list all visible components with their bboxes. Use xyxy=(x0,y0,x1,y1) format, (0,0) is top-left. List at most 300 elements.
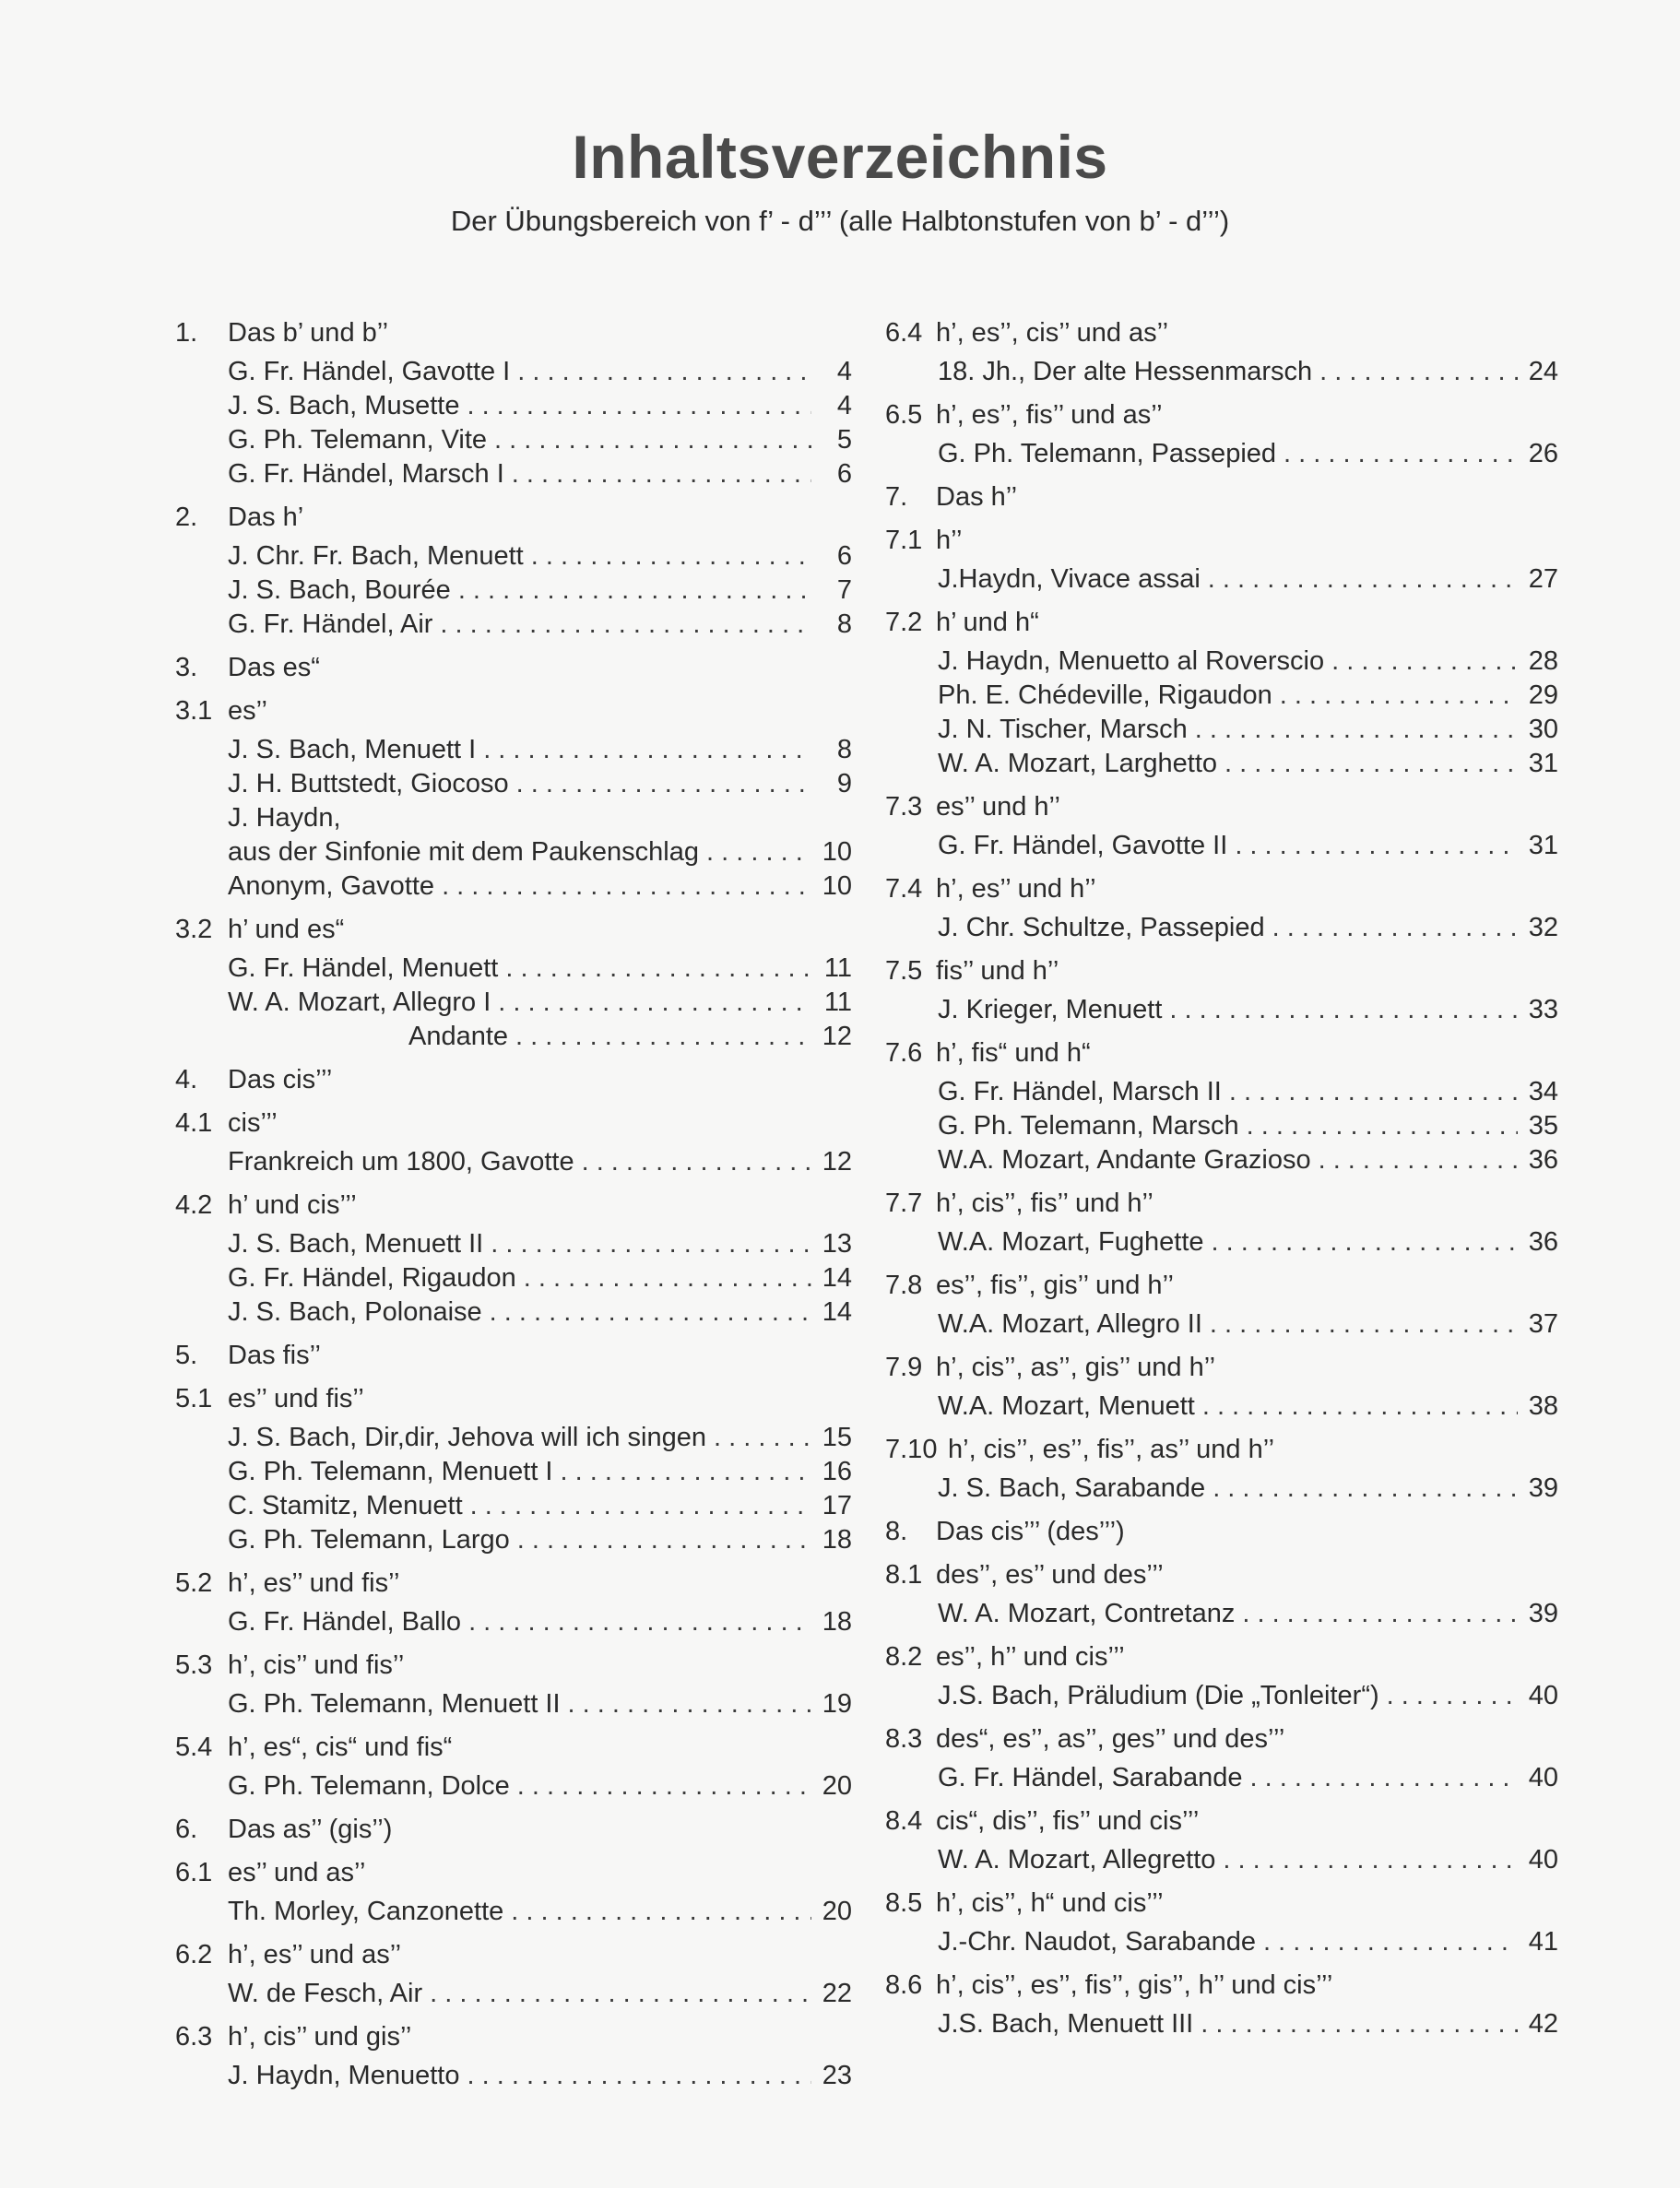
toc-heading xyxy=(175,1730,852,1765)
dot-leader xyxy=(1229,1074,1518,1109)
dot-leader xyxy=(1331,644,1518,679)
toc-heading xyxy=(175,1812,852,1847)
toc-entry-page: 30 xyxy=(1528,715,1558,744)
dot-leader xyxy=(1208,562,1518,597)
dot-leader xyxy=(1263,1924,1518,1959)
toc-entry-title: Andante xyxy=(408,1022,509,1051)
toc-entry-page: 16 xyxy=(822,1457,852,1486)
toc-entry-page: 8 xyxy=(836,609,852,639)
toc-entry-title: 18. Jh., Der alte Hessenmarsch xyxy=(938,357,1313,386)
toc-heading-text: es’’ xyxy=(228,696,267,726)
dot-leader xyxy=(1195,712,1518,747)
toc-entry-title: W. A. Mozart, Contretanz xyxy=(938,1599,1236,1628)
toc-heading-number: 6.3 xyxy=(175,2022,213,2052)
toc-heading xyxy=(175,912,852,947)
toc-heading xyxy=(885,1804,1558,1839)
toc-entry xyxy=(175,1686,852,1721)
toc-heading-number: 8.4 xyxy=(885,1806,923,1836)
dot-leader xyxy=(1210,1307,1518,1342)
toc-entry xyxy=(175,1604,852,1639)
toc-entry-page: 32 xyxy=(1528,913,1558,942)
dot-leader xyxy=(1223,1842,1518,1877)
toc-entry-title: J.S. Bach, Präludium (Die „Tonleiter“) xyxy=(938,1681,1379,1710)
toc-entry-title: J. Haydn, Menuetto xyxy=(228,2061,460,2090)
toc-heading xyxy=(175,315,852,350)
toc-heading-text: Das fis’’ xyxy=(228,1341,321,1370)
toc-entry-title: C. Stamitz, Menuett xyxy=(228,1491,463,1520)
toc-heading-number: 2. xyxy=(175,503,198,532)
toc-entry xyxy=(175,1260,852,1295)
toc-heading-text: h’, es’’, cis’’ und as’’ xyxy=(936,318,1169,348)
toc-heading xyxy=(885,1886,1558,1921)
toc-heading-text: h’, es’’ und as’’ xyxy=(228,1940,402,1969)
toc-entry-title: J. S. Bach, Menuett II xyxy=(228,1229,484,1259)
toc-entry xyxy=(885,910,1558,945)
toc-heading xyxy=(885,1350,1558,1385)
dot-leader xyxy=(498,985,811,1020)
toc-heading-text: es’’, fis’’, gis’’ und h’’ xyxy=(936,1271,1174,1300)
toc-heading-text: Das cis’’’ xyxy=(228,1065,333,1094)
toc-heading xyxy=(885,315,1558,350)
toc-heading-number: 7.10 xyxy=(885,1435,938,1464)
toc-entry xyxy=(885,1924,1558,1959)
dot-leader xyxy=(714,1420,811,1455)
toc-entry-page: 11 xyxy=(823,953,852,983)
toc-heading-number: 8. xyxy=(885,1517,908,1546)
toc-heading-number: 7.9 xyxy=(885,1353,923,1382)
toc-entry-title: Frankreich um 1800, Gavotte xyxy=(228,1147,574,1177)
toc-heading-number: 8.6 xyxy=(885,1970,923,2000)
toc-heading xyxy=(885,479,1558,514)
toc-heading-text: h’, cis’’, h“ und cis’’’ xyxy=(936,1888,1164,1918)
toc-entry-page: 42 xyxy=(1528,2009,1558,2039)
toc-entry-title: J. S. Bach, Sarabande xyxy=(938,1473,1206,1503)
dot-leader xyxy=(568,1686,811,1721)
toc-entry xyxy=(885,678,1558,713)
toc-entry-page: 27 xyxy=(1528,564,1558,594)
toc-heading xyxy=(885,1268,1558,1303)
toc-entry-page: 11 xyxy=(823,988,852,1017)
toc-heading-number: 7.4 xyxy=(885,874,923,904)
toc-heading-number: 8.3 xyxy=(885,1724,923,1754)
toc-entry-page: 20 xyxy=(822,1771,852,1801)
toc-heading-text: Das cis’’’ (des’’’) xyxy=(936,1517,1125,1546)
dot-leader xyxy=(430,1976,811,2011)
toc-heading xyxy=(885,397,1558,432)
toc-heading-text: Das h’ xyxy=(228,503,304,532)
toc-entry xyxy=(885,436,1558,471)
toc-heading-text: cis’’’ xyxy=(228,1108,278,1138)
toc-entry-title: G. Ph. Telemann, Vite xyxy=(228,425,488,455)
toc-entry-page: 24 xyxy=(1528,357,1558,386)
toc-entry xyxy=(175,985,852,1020)
toc-heading xyxy=(885,871,1558,906)
toc-entry-page: 4 xyxy=(836,357,852,386)
toc-entry xyxy=(885,1678,1558,1713)
toc-entry-title: W.A. Mozart, Andante Grazioso xyxy=(938,1145,1311,1175)
toc-entry-page: 10 xyxy=(822,871,852,901)
toc-entry xyxy=(885,1389,1558,1424)
toc-heading-text: h’, cis’’, es’’, fis’’, gis’’, h’’ und cis’’’ xyxy=(936,1970,1333,2000)
toc-heading-text: Das as’’ (gis’’) xyxy=(228,1815,393,1844)
toc-entry-title: G. Fr. Händel, Marsch I xyxy=(228,459,504,489)
toc-heading-number: 6.1 xyxy=(175,1858,213,1887)
toc-entry-title: W.A. Mozart, Allegro II xyxy=(938,1309,1202,1339)
dot-leader xyxy=(1319,1142,1518,1177)
toc-entry xyxy=(175,869,852,904)
toc-entry-page: 33 xyxy=(1528,995,1558,1024)
toc-entry xyxy=(175,834,852,869)
dot-leader xyxy=(1387,1678,1518,1713)
toc-heading-number: 6.5 xyxy=(885,400,923,430)
dot-leader xyxy=(706,834,811,869)
toc-entry-title: J. Chr. Schultze, Passepied xyxy=(938,913,1265,942)
toc-entry xyxy=(885,644,1558,679)
dot-leader xyxy=(467,388,811,423)
toc-entry-page: 4 xyxy=(836,391,852,420)
dot-leader xyxy=(517,354,811,389)
toc-entry-title: W. A. Mozart, Allegretto xyxy=(938,1845,1216,1875)
toc-heading-text: h’, cis’’, as’’, gis’’ und h’’ xyxy=(936,1353,1216,1382)
toc-heading xyxy=(175,2019,852,2054)
toc-heading-text: h’, fis“ und h“ xyxy=(936,1038,1091,1068)
toc-heading-number: 3.2 xyxy=(175,915,213,944)
dot-leader xyxy=(1272,910,1518,945)
toc-entry-title: G. Fr. Händel, Ballo xyxy=(228,1607,462,1637)
toc-heading-number: 7.2 xyxy=(885,608,923,637)
toc-entry-title: Anonym, Gavotte xyxy=(228,871,435,901)
toc-heading-number: 7. xyxy=(885,482,908,512)
toc-heading-text: h’, cis’’, fis’’ und h’’ xyxy=(936,1189,1154,1218)
toc-entry-title: J.-Chr. Naudot, Sarabande xyxy=(938,1927,1256,1957)
dot-leader xyxy=(517,1768,811,1804)
toc-entry-page: 28 xyxy=(1528,646,1558,676)
toc-heading xyxy=(175,1937,852,1972)
toc-entry xyxy=(885,828,1558,863)
toc-entry xyxy=(175,1522,852,1557)
dot-leader xyxy=(582,1144,811,1179)
toc-entry xyxy=(885,1224,1558,1260)
toc-entry-title: J. S. Bach, Menuett I xyxy=(228,735,477,764)
toc-entry-title: G. Fr. Händel, Gavotte II xyxy=(938,831,1228,860)
toc-entry xyxy=(885,1842,1558,1877)
toc-heading xyxy=(885,605,1558,640)
toc-entry-title: G. Ph. Telemann, Marsch xyxy=(938,1111,1239,1141)
toc-entry-title: G. Ph. Telemann, Menuett I xyxy=(228,1457,553,1486)
toc-heading-number: 8.5 xyxy=(885,1888,923,1918)
toc-entry-page: 41 xyxy=(1528,1927,1558,1957)
toc-heading xyxy=(175,650,852,685)
toc-heading-number: 5.1 xyxy=(175,1384,213,1413)
dot-leader xyxy=(1212,1224,1519,1260)
toc-entry xyxy=(175,422,852,457)
toc-entry xyxy=(885,712,1558,747)
toc-entry xyxy=(885,1760,1558,1795)
dot-leader xyxy=(442,869,811,904)
toc-entry xyxy=(175,388,852,423)
dot-leader xyxy=(1284,436,1518,471)
toc-entry-page: 13 xyxy=(822,1229,852,1259)
toc-entry-page: 40 xyxy=(1528,1681,1558,1710)
toc-heading-text: es’’, h’’ und cis’’’ xyxy=(936,1642,1125,1672)
toc-entry xyxy=(175,1226,852,1261)
toc-heading xyxy=(175,1381,852,1416)
toc-entry xyxy=(175,607,852,642)
toc-entry xyxy=(175,2058,852,2093)
toc-entry xyxy=(175,1894,852,1929)
toc-entry-page: 7 xyxy=(836,575,852,605)
toc-entry-page: 39 xyxy=(1528,1599,1558,1628)
toc-heading-number: 3.1 xyxy=(175,696,213,726)
toc-heading-text: cis“, dis’’, fis’’ und cis’’’ xyxy=(936,1806,1200,1836)
toc-entry xyxy=(175,1768,852,1804)
toc-entry-page: 8 xyxy=(836,735,852,764)
toc-heading xyxy=(175,1106,852,1141)
toc-heading-text: h’, es’’ und h’’ xyxy=(936,874,1096,904)
toc-heading-text: fis’’ und h’’ xyxy=(936,956,1059,986)
toc-entry-title: J. S. Bach, Bourée xyxy=(228,575,451,605)
toc-heading-text: h’ und cis’’’ xyxy=(228,1190,357,1220)
toc-entry xyxy=(175,732,852,767)
toc-entry-title: J. S. Bach, Polonaise xyxy=(228,1297,482,1327)
toc-entry xyxy=(175,573,852,608)
page-title: Inhaltsverzeichnis xyxy=(572,123,1108,191)
toc-entry xyxy=(885,1108,1558,1143)
dot-leader xyxy=(1201,2006,1518,2041)
toc-entry-title: G. Fr. Händel, Rigaudon xyxy=(228,1263,516,1293)
dot-leader xyxy=(490,1295,811,1330)
toc-entry xyxy=(175,1019,852,1054)
toc-heading-number: 4.1 xyxy=(175,1108,213,1138)
toc-entry-title: G. Fr. Händel, Sarabande xyxy=(938,1763,1243,1792)
dot-leader xyxy=(1247,1108,1518,1143)
dot-leader xyxy=(1213,1471,1518,1506)
toc-entry xyxy=(175,1295,852,1330)
toc-entry-page: 40 xyxy=(1528,1845,1558,1875)
toc-entry-title: J. S. Bach, Dir,dir, Jehova will ich singen xyxy=(228,1423,707,1452)
toc-entry-title: G. Ph. Telemann, Dolce xyxy=(228,1771,510,1801)
toc-heading xyxy=(175,1648,852,1683)
toc-entry xyxy=(175,1144,852,1179)
toc-entry-page: 35 xyxy=(1528,1111,1558,1141)
toc-entry xyxy=(175,766,852,801)
dot-leader xyxy=(1169,992,1518,1027)
toc-entry-title: G. Fr. Händel, Air xyxy=(228,609,433,639)
toc-entry-page: 31 xyxy=(1528,831,1558,860)
toc-heading-number: 3. xyxy=(175,653,198,682)
dot-leader xyxy=(470,1488,811,1523)
toc-entry-page: 36 xyxy=(1528,1227,1558,1257)
dot-leader xyxy=(505,951,811,986)
toc-entry-title: W. de Fesch, Air xyxy=(228,1979,423,2008)
toc-heading xyxy=(885,953,1558,988)
toc-heading xyxy=(175,500,852,535)
dot-leader xyxy=(440,607,811,642)
toc-entry xyxy=(175,456,852,491)
toc-entry-title: W.A. Mozart, Fughette xyxy=(938,1227,1204,1257)
toc-entry-title: G. Ph. Telemann, Largo xyxy=(228,1525,510,1555)
toc-entry xyxy=(885,992,1558,1027)
toc-entry xyxy=(175,951,852,986)
toc-entry xyxy=(885,746,1558,781)
toc-entry-page: 5 xyxy=(836,425,852,455)
toc-heading-number: 7.7 xyxy=(885,1189,923,1218)
dot-leader xyxy=(512,456,811,491)
toc-heading-number: 6.2 xyxy=(175,1940,213,1969)
toc-heading-text: h’ und h“ xyxy=(936,608,1039,637)
dot-leader xyxy=(1202,1389,1518,1424)
toc-entry-page: 31 xyxy=(1528,749,1558,778)
toc-entry-page: 36 xyxy=(1528,1145,1558,1175)
toc-entry-page: 39 xyxy=(1528,1473,1558,1503)
toc-entry-title: J.Haydn, Vivace assai xyxy=(938,564,1201,594)
toc-heading xyxy=(175,1338,852,1373)
toc-heading-text: h’’ xyxy=(936,526,963,555)
toc-entry-title: J. H. Buttstedt, Giocoso xyxy=(228,769,509,798)
toc-entry xyxy=(175,354,852,389)
toc-entry xyxy=(885,354,1558,389)
toc-heading xyxy=(885,1432,1558,1467)
toc-heading-number: 7.5 xyxy=(885,956,923,986)
toc-entry-page: 6 xyxy=(836,459,852,489)
toc-heading-number: 4. xyxy=(175,1065,198,1094)
toc-entry-page: 12 xyxy=(822,1147,852,1177)
toc-entry-title: G. Ph. Telemann, Passepied xyxy=(938,439,1277,468)
toc-entry-title: G. Fr. Händel, Menuett xyxy=(228,953,499,983)
dot-leader xyxy=(561,1454,812,1489)
dot-leader xyxy=(483,732,811,767)
toc-entry xyxy=(175,538,852,574)
toc-entry-title: J. N. Tischer, Marsch xyxy=(938,715,1188,744)
toc-entry-title: G. Fr. Händel, Marsch II xyxy=(938,1077,1222,1106)
toc-entry xyxy=(175,1488,852,1523)
toc-heading-number: 7.1 xyxy=(885,526,923,555)
dot-leader xyxy=(468,1604,811,1639)
toc-heading xyxy=(885,1035,1558,1070)
toc-heading-number: 5.3 xyxy=(175,1650,213,1680)
toc-heading-number: 7.3 xyxy=(885,792,923,822)
dot-leader xyxy=(1242,1596,1518,1631)
toc-entry xyxy=(885,1596,1558,1631)
toc-heading-number: 1. xyxy=(175,318,198,348)
toc-heading xyxy=(885,1968,1558,2003)
toc-entry-page: 18 xyxy=(822,1525,852,1555)
toc-heading-text: des’’, es’’ und des’’’ xyxy=(936,1560,1164,1590)
toc-heading-text: es’’ und as’’ xyxy=(228,1858,366,1887)
toc-heading-text: h’, es’’, fis’’ und as’’ xyxy=(936,400,1163,430)
toc-heading-text: es’’ und fis’’ xyxy=(228,1384,364,1413)
toc-entry xyxy=(885,2006,1558,2041)
toc-entry xyxy=(885,1471,1558,1506)
toc-entry-page: 23 xyxy=(822,2061,852,2090)
toc-entry-page: 40 xyxy=(1528,1763,1558,1792)
toc-entry xyxy=(885,1307,1558,1342)
toc-entry xyxy=(885,1074,1558,1109)
dot-leader xyxy=(515,1019,811,1054)
toc-heading-number: 8.1 xyxy=(885,1560,923,1590)
toc-entry-page: 15 xyxy=(822,1423,852,1452)
toc-heading xyxy=(175,1855,852,1890)
toc-entry-title: Ph. E. Chédeville, Rigaudon xyxy=(938,680,1272,710)
toc-heading-text: es’’ und h’’ xyxy=(936,792,1060,822)
toc-heading-number: 6. xyxy=(175,1815,198,1844)
dot-leader xyxy=(1225,746,1518,781)
toc-entry-page: 29 xyxy=(1528,680,1558,710)
dot-leader xyxy=(1235,828,1518,863)
toc-heading-text: Das es“ xyxy=(228,653,320,682)
toc-heading xyxy=(885,1186,1558,1221)
toc-heading-number: 5. xyxy=(175,1341,198,1370)
toc-heading-number: 6.4 xyxy=(885,318,923,348)
toc-entry-title: J. Krieger, Menuett xyxy=(938,995,1163,1024)
page-subtitle: Der Übungsbereich von f’ - d’’’ (alle Halbtonstufen von b’ - d’’’) xyxy=(450,205,1230,237)
toc-heading-number: 5.2 xyxy=(175,1568,213,1598)
toc-entry-page: 22 xyxy=(822,1979,852,2008)
toc-entry xyxy=(175,1976,852,2011)
toc-heading xyxy=(885,1557,1558,1592)
toc-heading xyxy=(885,1639,1558,1674)
toc-heading xyxy=(885,523,1558,558)
toc-entry-title: W.A. Mozart, Menuett xyxy=(938,1391,1195,1421)
dot-leader xyxy=(1280,678,1518,713)
toc-entry-page: 38 xyxy=(1528,1391,1558,1421)
toc-entry xyxy=(885,562,1558,597)
toc-entry-title: J.S. Bach, Menuett III xyxy=(938,2009,1194,2039)
toc-heading-text: h’, cis’’ und fis’’ xyxy=(228,1650,405,1680)
toc-heading-number: 7.6 xyxy=(885,1038,923,1068)
toc-entry-page: 9 xyxy=(836,769,852,798)
toc-entry-page: 19 xyxy=(822,1689,852,1719)
toc-entry-page: 14 xyxy=(822,1297,852,1327)
toc-entry-page: 18 xyxy=(822,1607,852,1637)
toc-entry-title: aus der Sinfonie mit dem Paukenschlag xyxy=(228,837,700,867)
toc-entry-title: G. Fr. Händel, Gavotte I xyxy=(228,357,511,386)
dot-leader xyxy=(491,1226,811,1261)
dot-leader xyxy=(1249,1760,1518,1795)
toc-entry-page: 10 xyxy=(822,837,852,867)
dot-leader xyxy=(524,1260,811,1295)
toc-heading-text: h’, cis’’ und gis’’ xyxy=(228,2022,412,2052)
toc-heading xyxy=(175,693,852,728)
toc-entry-page: 20 xyxy=(822,1897,852,1926)
toc-heading-number: 4.2 xyxy=(175,1190,213,1220)
toc-entry xyxy=(885,1142,1558,1177)
toc-heading-text: des“, es’’, as’’, ges’’ und des’’’ xyxy=(936,1724,1285,1754)
toc-entry-title-line: J. Haydn, xyxy=(228,803,341,833)
dot-leader xyxy=(458,573,811,608)
toc-heading-number: 7.8 xyxy=(885,1271,923,1300)
toc-heading-text: h’, es’’ und fis’’ xyxy=(228,1568,400,1598)
toc-heading-number: 8.2 xyxy=(885,1642,923,1672)
dot-leader xyxy=(467,2058,811,2093)
dot-leader xyxy=(494,422,811,457)
toc-heading xyxy=(885,1721,1558,1756)
toc-heading-text: h’, cis’’, es’’, fis’’, as’’ und h’’ xyxy=(948,1435,1275,1464)
toc-entry-title: J. S. Bach, Musette xyxy=(228,391,460,420)
toc-heading xyxy=(175,1062,852,1097)
toc-entry-page: 26 xyxy=(1528,439,1558,468)
toc-heading-text: h’ und es“ xyxy=(228,915,345,944)
dot-leader xyxy=(517,1522,811,1557)
toc-entry-page: 34 xyxy=(1528,1077,1558,1106)
toc-entry-title: G. Ph. Telemann, Menuett II xyxy=(228,1689,561,1719)
toc-heading-text: h’, es“, cis“ und fis“ xyxy=(228,1733,453,1762)
toc-heading xyxy=(885,1514,1558,1549)
dot-leader xyxy=(1319,354,1518,389)
toc-heading xyxy=(885,789,1558,824)
toc-entry xyxy=(175,1454,852,1489)
toc-entry-title: J. Haydn, Menuetto al Roverscio xyxy=(938,646,1325,676)
